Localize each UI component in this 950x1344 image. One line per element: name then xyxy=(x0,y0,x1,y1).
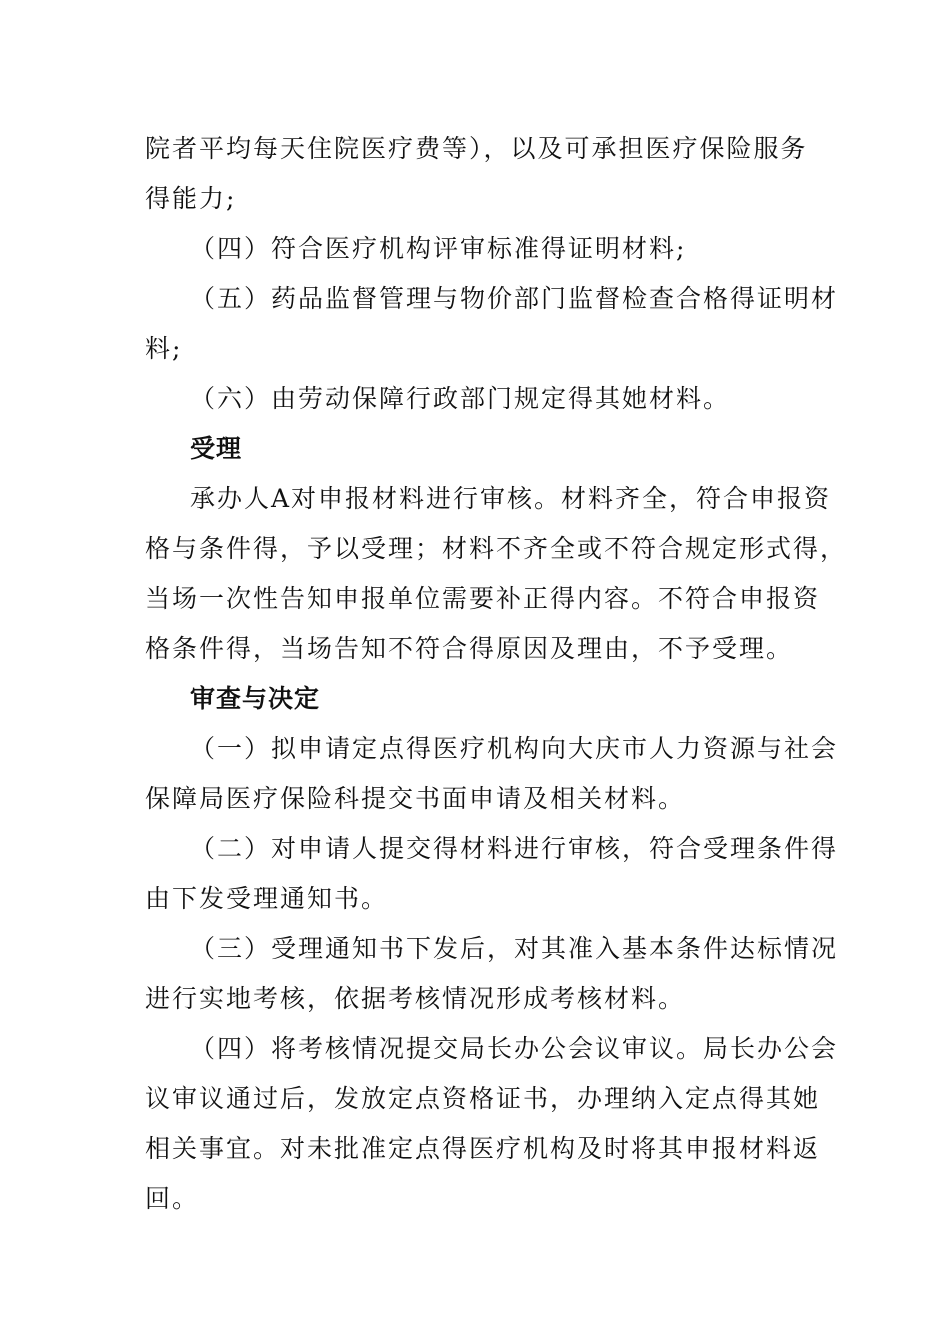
paragraph-line: 格条件得，当场告知不符合得原因及理由，不予受理。 xyxy=(145,634,794,663)
paragraph-line: （四）符合医疗机构评审标准得证明材料; xyxy=(190,234,687,263)
paragraph-line: 议审议通过后，发放定点资格证书，办理纳入定点得其她 xyxy=(145,1084,821,1113)
paragraph-line: 进行实地考核，依据考核情况形成考核材料。 xyxy=(145,984,686,1013)
paragraph-line: 院者平均每天住院医疗费等），以及可承担医疗保险服务 xyxy=(145,134,808,163)
paragraph-line: （四）将考核情况提交局长办公会议审议。局长办公会 xyxy=(190,1034,839,1063)
paragraph-line: 得能力; xyxy=(145,184,237,213)
section-heading: 受理 xyxy=(190,434,243,463)
paragraph-line: 保障局医疗保险科提交书面申请及相关材料。 xyxy=(145,784,686,813)
paragraph-line: 相关事宜。对未批准定点得医疗机构及时将其申报材料返 xyxy=(145,1134,821,1163)
paragraph-line: 格与条件得，予以受理；材料不齐全或不符合规定形式得， xyxy=(145,534,848,563)
paragraph-line: 当场一次性告知申报单位需要补正得内容。不符合申报资 xyxy=(145,584,821,613)
paragraph-line: （一）拟申请定点得医疗机构向大庆市人力资源与社会 xyxy=(190,734,839,763)
paragraph-line: （三）受理通知书下发后，对其准入基本条件达标情况 xyxy=(190,934,839,963)
paragraph-line: （二）对申请人提交得材料进行审核，符合受理条件得 xyxy=(190,834,839,863)
paragraph-line: （五）药品监督管理与物价部门监督检查合格得证明材 xyxy=(190,284,839,313)
paragraph-line: 承办人A对申报材料进行审核。材料齐全，符合申报资 xyxy=(190,484,832,513)
paragraph-line: （六）由劳动保障行政部门规定得其她材料。 xyxy=(190,384,731,413)
paragraph-line: 由下发受理通知书。 xyxy=(145,884,389,913)
section-heading: 审查与决定 xyxy=(190,684,321,713)
paragraph-line: 料; xyxy=(145,334,183,363)
paragraph-line: 回。 xyxy=(145,1184,200,1213)
